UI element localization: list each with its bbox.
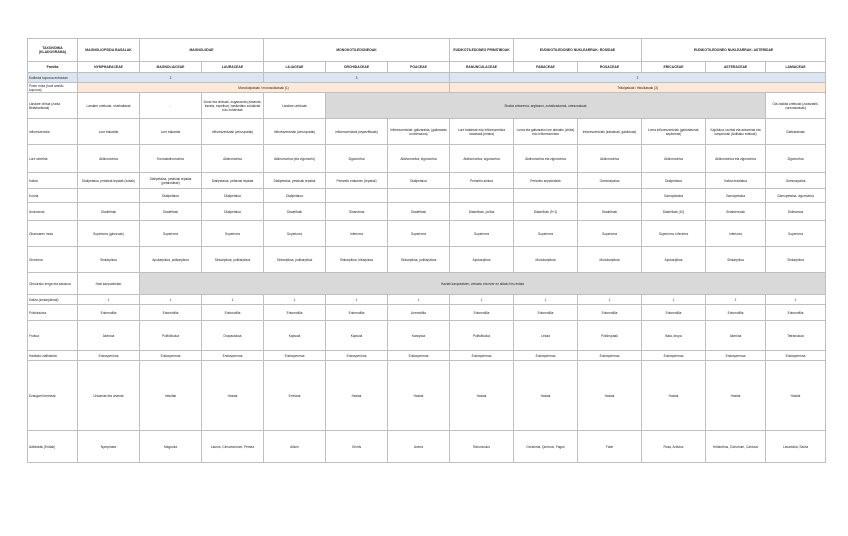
table-cell: Zigomorfoa [326,145,388,173]
table-cell: Monokarpikoa [514,247,578,273]
table-cell: Dialipetaloa, petaloak lepalak [202,173,264,189]
table-cell: Endospermoa [642,351,706,361]
table-cell: Erretzak [264,361,326,431]
table-cell: Dialipetaloa [642,173,706,189]
table-cell: Allium [264,431,326,463]
table-cell: Periantio sepaloideak [514,173,578,189]
table-cell: Aktinomorfoa eta zigomorfoa [514,145,578,173]
table-cell: Haziak [642,361,706,431]
table-cell: Haziak [578,361,642,431]
table-cell: Entomofilia [264,305,326,321]
table-cell: Entomofilia [140,305,202,321]
table-cell: Haziak [450,361,514,431]
family-cell: ERICACEAE [642,62,706,73]
table-cell: 1 [202,295,264,305]
features-row [28,361,826,431]
table-cell: Endospermoa [326,351,388,361]
inflorescence-row [28,119,826,145]
table-cell: Dialipetaloa [140,189,202,203]
table-cell: Landare urtekoak [264,93,326,119]
table-cell: Diadelfoak [578,203,642,221]
table-cell: Helianthus, Cichorium, Carduus [706,431,766,463]
table-cell: Lekaa [514,321,578,351]
table-cell: Infloreszentziak (espezifikoak) [326,119,388,145]
table-cell: Diadelfoak, polfoa [450,203,514,221]
table-cell: Aktinomorfoa (eta zigomorfo) [264,145,326,173]
table-cell: Lorea eta galtzarako lore aktuaitu (zirika) edo infloreszentzia [514,119,578,145]
table-cell: Superiorra [514,221,578,247]
table-cell: 3 [264,73,450,83]
order-rosidae: EUDIKOTILEDONEO NUKLEARRAK: ROSIDAE [514,39,642,62]
table-cell: 1 [766,295,826,305]
table-cell: 1 [326,295,388,305]
table-cell: Entomofilia [706,305,766,321]
table-cell: Dialipetaloa, petaloak tepalak (petaloideak) [140,173,202,189]
comparison-sheet [27,38,825,463]
table-cell: Diadelfoak (10) [642,203,706,221]
table-cell [514,189,578,203]
table-cell: Haziak [202,361,264,431]
table-cell: Kapsula [326,321,388,351]
table-cell: 1 [264,295,326,305]
table-cell: Anemofilia [388,305,450,321]
table-cell: Diadelfoak [140,203,202,221]
fruit-row [28,321,826,351]
table-cell: Haziak [388,361,450,431]
table-cell: Endospermoa [450,351,514,361]
family-cell: LAMIACEAE [766,62,826,73]
habit-row [28,93,826,119]
seed-row [28,351,826,361]
table-cell: Kaliza eraldatua [706,173,766,189]
table-cell: Baia, drupa [642,321,706,351]
table-cell: Tetranukula [766,321,826,351]
table-cell: Fabe [578,431,642,463]
pollination-row [28,305,826,321]
table-cell: Periantio anikoa [450,173,514,189]
table-cell: 2 [450,73,826,83]
table-cell: Rosa, Arbutus [642,431,706,463]
row-label: Ginezeoa [28,247,78,273]
table-cell: Superiorra (ginezoak) [78,221,140,247]
table-cell: Entomofilia [514,305,578,321]
table-cell: Haziak kanporatzen, zehaztu eta ezer ez aldatu hiru estaia [140,273,826,295]
table-cell: Endospermoa [202,351,264,361]
table-cell: Superiorra [766,221,826,247]
table-cell: Endospermoa [514,351,578,361]
table-cell: Nymphaea [78,431,140,463]
table-cell: Endospermoa [766,351,826,361]
table-cell: Superiorra [202,221,264,247]
family-cell: MAGNOLIACEAE [140,62,202,73]
table-cell: Monokarpikoa [578,247,642,273]
table-cell: Dialipetaloa [202,189,264,203]
table-cell: Superiorra, inferiorra [642,221,706,247]
calyx-row [28,173,826,189]
row-label: Hazitako zatikaketa [28,351,78,361]
table-cell: Ginandrioa [326,203,388,221]
table-cell: Aktinomorfoa [578,145,642,173]
family-header-row [28,62,826,73]
table-cell: Endospermoa [140,351,202,361]
table-cell: Inferiorra [706,221,766,247]
order-monocots: MONOKOTILEDONEOAK [264,39,450,62]
table-cell: Apokarpikoa, polikarpikoa [140,247,202,273]
table-cell: Kapsula [264,321,326,351]
table-cell: Superiorra [578,221,642,247]
table-cell: Polifolikulua [140,321,202,351]
table-cell: Didinamoa [766,203,826,221]
table-cell: Infloreszentziak (zenzupaiak) [264,119,326,145]
table-cell [578,189,642,203]
table-cell: Sinkarpikoa, polikarpikoa [388,247,450,273]
table-cell: Inbultak [140,361,202,431]
table-cell: Endospermoa [78,351,140,361]
table-cell: Dialipetaloa [264,189,326,203]
table-cell: Inferiorra [326,221,388,247]
table-cell: Haziak [326,361,388,431]
table-cell: Haziak [514,361,578,431]
row-label: Androzeoa [28,203,78,221]
family-cell: NYMPHAEACEAE [78,62,140,73]
table-cell: Sirakia arborerna, argitasun, zuhaitzadarrak, urtesorakoak [326,93,766,119]
table-cell: Endospermoa [578,351,642,361]
row-label: Lore simetria [28,145,78,173]
corolla-row [28,189,826,203]
row-label: Korola [28,189,78,203]
table-cell: Endospermoa [388,351,450,361]
table-cell: 1 [706,295,766,305]
table-cell: Sinkarpikoa [766,247,826,273]
order-primitive-eudicots: EUDIKOTILEDONEO PRIMITIBOAK [450,39,514,62]
order-header-row [28,39,826,62]
table-cell: Sinkarpikoa, polikarpikoa [264,247,326,273]
table-cell: Ceratonia, Quercus, Fagus [514,431,578,463]
table-cell: Magnolia [140,431,202,463]
table-cell: Lavandula, Salvia [766,431,826,463]
table-cell: Gamopetaloa, zigomorfoa [766,189,826,203]
table-cell: Diadelfoak [78,203,140,221]
table-cell: Gamosepaloa [766,173,826,189]
table-cell: Lorea infloreszentziak (galdutaturak, azpiloreak) [642,119,706,145]
table-cell: Entomofilia [766,305,826,321]
cotyledon-row [28,73,826,83]
pollen-row [28,83,826,93]
table-cell: 1 [388,295,450,305]
table-cell: Haziak [766,361,826,431]
table-cell: Kariopsia [388,321,450,351]
table-cell: Sinkarpikoa [78,247,140,273]
table-cell: Akenioa [706,321,766,351]
table-cell [326,189,388,203]
table-cell: Dialipetaloa [202,203,264,221]
table-cell: Sinkarpikoa [706,247,766,273]
row-label: Ezaugarri bereziak [28,361,78,431]
gynoecium-row [28,247,826,273]
table-cell: Diadelfoak (9+1) [514,203,578,221]
androecium-row [28,203,826,221]
table-cell: Diadelfoak [264,203,326,221]
table-cell: Orchis [326,431,388,463]
table-cell: Gamopetaloa [642,189,706,203]
order-asteridae: EUDIKOTILEDONEO NUKLEARRAK: ASTERIDAE [642,39,826,62]
order-magnoliidae: MAGNOLIIDAE [140,39,264,62]
table-cell: 1 [514,295,578,305]
table-cell: Sinantereoak [706,203,766,221]
taxonomy-table [27,38,826,463]
table-cell: Apokarpikoa [450,247,514,273]
table-cell: 1 [642,295,706,305]
family-cell: ASTERACEAE [706,62,766,73]
order-basal: MAGNOLIOPSIDA BASALAK [78,39,140,62]
table-cell: Aktinomorfoa [642,145,706,173]
table-cell: Entomofilia [78,305,140,321]
table-cell: - [140,93,202,119]
table-cell: Infloreszentziak (zenzupaiak) [202,119,264,145]
row-label: Obarioaren mota [28,221,78,247]
corner-cell: TAXONOMIA (KLADOGRAMA) [28,39,78,62]
family-cell: FABACEAE [514,62,578,73]
table-cell: Homoaktinomorfoa [140,145,202,173]
table-cell: Infloreszentziak (irakatuak, galdutuak) [578,119,642,145]
table-cell: Lore bakartak [78,119,140,145]
table-cell: Zigomorfoa [766,145,826,173]
row-label: Kaliza [28,173,78,189]
table-cell: Urtoarrak eta uharrak [78,361,140,431]
ovule-row [28,273,826,295]
table-cell: Aktinomorfoa, zigomorfoa [388,145,450,173]
table-cell: Ola zaidiak urtekoak (zuraiztarik, zurezaicatuak) [766,93,826,119]
table-cell: Laurus, Cinnamomum, Persea [202,431,264,463]
table-cell: Aktinomorfoa [78,145,140,173]
table-cell: Aktinomorfoa eta zigomorfoa [706,145,766,173]
table-cell: Infloreszentziak: galtzarakia, (galtzarako konbinazioa) [388,119,450,145]
row-label: Polinizazioa [28,305,78,321]
table-cell: Entomofilia [642,305,706,321]
table-cell [78,189,140,203]
carpel-count-row [28,295,826,305]
row-label: Polen mota (hodi amildu kopurua) [28,83,78,93]
table-cell: Polidrupaak [578,321,642,351]
examples-row [28,431,826,463]
table-cell: Monokolpatuak / monosulkatuak (1) [78,83,450,93]
table-cell: Landare urtekoak, uharkaitarak [78,93,140,119]
table-cell: Zuraz eta ohikuak, zugaruanta (zimarrak, kanela, ezpelina), hasiketako zuhaitzak edo zuhaixkak [202,93,264,119]
table-cell: Drupaosikoa [202,321,264,351]
family-cell: ROSACEAE [578,62,642,73]
family-label: Familia [28,62,78,73]
table-cell: 1 [578,295,642,305]
table-cell: Dialipetaloa [388,173,450,189]
table-cell: Gamosepaloa [578,173,642,189]
table-cell: Sinkarpikoa, trikarpikoa [326,247,388,273]
ovary-row [28,221,826,247]
table-cell: Entomofilia [202,305,264,321]
family-cell: RANUNCULACEAE [450,62,514,73]
row-label: Adibideak (Erdiak) [28,431,78,463]
table-cell: Sinkarpikoa, polikarpikoa [202,247,264,273]
table-cell: Apokarpikoa [642,247,706,273]
table-cell: Periantio eratutzen (tepalak) [326,173,388,189]
row-label: Kaliza (sinkarpikoak) [28,295,78,305]
table-cell: Endospermoa [706,351,766,361]
table-cell: Superiorra [388,221,450,247]
row-label: Landare ohitua (zuraz. Belarkarikoak) [28,93,78,119]
table-cell: Dialipetaloa, petaloak tepalak [264,173,326,189]
family-cell: LILIACEAE [264,62,326,73]
table-cell: Trikolpatuak / trikulkatuak (3) [450,83,826,93]
table-cell: Entomofilia [326,305,388,321]
table-cell [388,189,450,203]
row-label: Infloreszentzia [28,119,78,145]
table-cell: Ranunculus [450,431,514,463]
table-cell: Entomofilia [578,305,642,321]
family-cell: ORCHIDACEAE [326,62,388,73]
table-cell: Aktinomorfoa [202,145,264,173]
table-cell: Kapitulua, laurbai eta azkarreak eta kanpokoak (Aldikako eratuak) [706,119,766,145]
table-cell: Entomofilia [450,305,514,321]
symmetry-row [28,145,826,173]
table-cell: Lore bakartak [140,119,202,145]
table-cell: Superiorra [450,221,514,247]
table-cell: Superiorra [264,221,326,247]
table-cell: Dialipetaloa, petaloak tepalak (ezkak) [78,173,140,189]
table-cell: 1 [78,295,140,305]
table-cell: Aktinomorfoa, zigomorfoa [450,145,514,173]
table-cell: Avena [388,431,450,463]
table-cell: Superiorra [140,221,202,247]
family-cell: POACEAE [388,62,450,73]
row-label: Kotiledoi kopurua enbrioian [28,73,78,83]
table-cell: Diadelfoak [388,203,450,221]
table-cell [450,189,514,203]
table-cell: Polifolikulua [450,321,514,351]
table-cell: 1 [450,295,514,305]
table-cell: Galtzarakoak [766,119,826,145]
table-cell: Gamopetaloa [706,189,766,203]
row-label: Fruitua [28,321,78,351]
table-cell: 1 [140,295,202,305]
family-cell: LAURACEAE [202,62,264,73]
table-cell: 2 [78,73,264,83]
table-cell: Lore bakartak edo infloreszentzia luxaziaak (eriaka) [450,119,514,145]
table-cell: Akenioa [78,321,140,351]
table-cell: Endospermoa [264,351,326,361]
table-cell: Hazi kanpoderako [78,273,140,295]
row-label: Obulurako zerga eta sakokoa [28,273,78,295]
table-cell: Haziak [706,361,766,431]
